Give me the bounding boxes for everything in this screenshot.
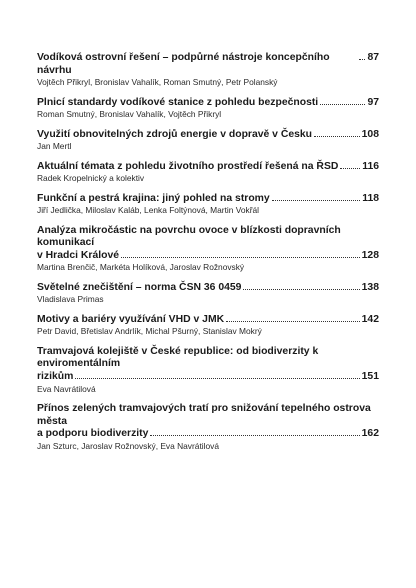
toc-title-line [37, 97, 379, 110]
toc-entry-authors: Jiří Jedlička, Miloslav Kaláb, Lenka Foltýnová, Martin Vokřál [37, 205, 260, 216]
toc-title-line [37, 282, 379, 295]
dot-leader [243, 289, 359, 290]
table-of-contents [37, 52, 379, 451]
toc-entry-authors: Martina Brenčič, Markéta Holíková, Jaroslav Rožnovský [37, 262, 245, 273]
toc-entry-page: 108 [361, 128, 379, 140]
toc-entry-title: v Hradci Králové [37, 249, 120, 261]
toc-title-line [37, 193, 379, 206]
toc-entry-authors: Petr David, Břetislav Andrlík, Michal Pšurný, Stanislav Mokrý [37, 326, 262, 337]
toc-entry-page: 138 [361, 281, 379, 293]
toc-entry-authors: Roman Smutný, Bronislav Vahalík, Vojtěch Přikryl [37, 109, 222, 120]
dot-leader [340, 168, 360, 169]
dot-leader [121, 257, 360, 258]
toc-entry-authors: Radek Kropelnický a kolektiv [37, 173, 145, 184]
toc-title-line [37, 52, 379, 77]
dot-leader [359, 59, 365, 60]
toc-entry[interactable] [37, 129, 379, 152]
toc-entry-authors: Jan Mertl [37, 141, 72, 152]
toc-entry-page: 118 [362, 192, 379, 204]
toc-entry-title: Plnicí standardy vodíkové stanice z pohledu bezpečnosti [37, 96, 319, 108]
toc-entry-title-first-line: Přínos zelených tramvajových tratí pro snižování tepelného ostrova města [37, 402, 371, 427]
toc-entry-page: 87 [367, 52, 379, 63]
toc-title-line [37, 371, 379, 384]
toc-entry-title: Vodíková ostrovní řešení – podpůrné nástroje koncepčního návrhu [37, 52, 330, 76]
toc-entry-title: Aktuální témata z pohledu životního prostředí řešená na ŘSD [37, 160, 339, 172]
toc-entry[interactable] [37, 193, 379, 216]
toc-entry-page: 142 [361, 313, 379, 325]
toc-entry-page: 97 [367, 96, 379, 108]
toc-entry[interactable] [37, 97, 379, 120]
toc-entry[interactable] [37, 161, 379, 184]
toc-entry-title: Funkční a pestrá krajina: jiný pohled na stromy [37, 192, 270, 204]
dot-leader [150, 435, 359, 436]
toc-entry[interactable] [37, 282, 379, 305]
toc-title-line [37, 129, 379, 142]
toc-entry-authors: Vladislava Primas [37, 294, 104, 305]
toc-entry-title-first-line: Analýza mikročástic na povrchu ovoce v blízkosti dopravních komunikací [37, 224, 341, 249]
toc-entry[interactable] [37, 225, 379, 273]
toc-entry-page: 116 [362, 160, 379, 172]
toc-entry-title: a podporu biodiverzity [37, 428, 149, 440]
toc-title-line [37, 250, 379, 263]
toc-entry[interactable] [37, 52, 379, 88]
dot-leader [314, 136, 360, 137]
toc-entry-title: rizikům [37, 370, 74, 382]
toc-entry-title: Využití obnovitelných zdrojů energie v dopravě v Česku [37, 128, 313, 140]
toc-title-line [37, 314, 379, 327]
toc-entry-page: 128 [361, 249, 379, 261]
toc-entry-authors: Jan Szturc, Jaroslav Rožnovský, Eva Navrátilová [37, 440, 219, 451]
toc-entry-title-first-line: Tramvajová kolejiště v České republice: od biodiverzity k enviromentálním [37, 345, 319, 370]
dot-leader [226, 321, 360, 322]
toc-entry-title: Motivy a bariéry využívání VHD v JMK [37, 313, 225, 325]
dot-leader [75, 378, 359, 379]
toc-entry-authors: Eva Navrátilová [37, 383, 96, 394]
toc-title-line [37, 428, 379, 441]
toc-entry-authors: Vojtěch Přikryl, Bronislav Vahalík, Roman Smutný, Petr Polanský [37, 77, 278, 88]
toc-entry-title: Světelné znečištění – norma ČSN 36 0459 [37, 281, 242, 293]
toc-title-line [37, 161, 379, 174]
toc-entry[interactable] [37, 346, 379, 394]
toc-entry-page: 162 [361, 428, 379, 440]
dot-leader [320, 104, 365, 105]
toc-entry[interactable] [37, 403, 379, 451]
dot-leader [272, 200, 361, 201]
toc-entry-page: 151 [361, 370, 379, 382]
toc-entry[interactable] [37, 314, 379, 337]
